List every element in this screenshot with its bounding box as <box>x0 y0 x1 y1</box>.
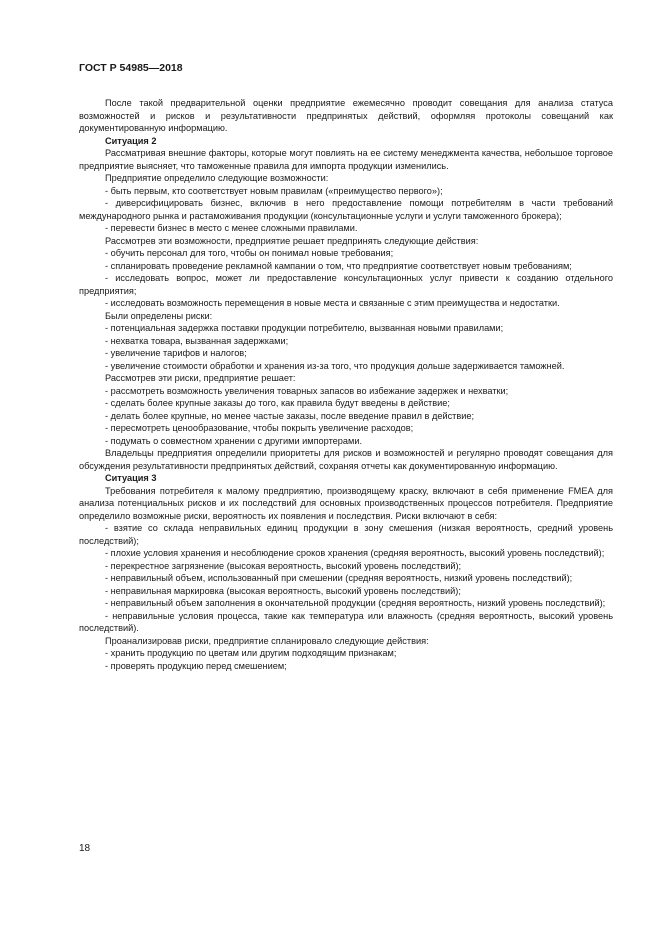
paragraph: Предприятие определило следующие возможности: <box>105 173 329 183</box>
list-item: - быть первым, кто соответствует новым правилам («преимущество первого»); <box>105 185 443 196</box>
paragraph: Проанализировав риски, предприятие спланировало следующие действия: <box>105 635 429 646</box>
section-heading: Ситуация 2 <box>105 135 157 146</box>
list-item: - перекрестное загрязнение (высокая вероятность, высокий уровень последствий); <box>105 560 462 571</box>
list-item: - диверсифицировать бизнес, включив в него предоставление помощи потребителям в части требований международного рынка и растаможивания продукции (консультационные услуги и услуги таможенного брокера); <box>79 198 613 221</box>
page-number: 18 <box>79 843 91 854</box>
paragraph: После такой предварительной оценки предприятие ежемесячно проводит совещания для анализа статуса возможностей и рисков и результативности предпринятых действий, оформляя протоколы совещаний как документированную информацию. <box>79 98 613 133</box>
paragraph: Требования потребителя к малому предприятию, производящему краску, включают в себя применение FMEA для анализа потенциальных рисков и их последствий для основных производственных процессов потребителя. Предприятие определило возможные риски, вероятность их появления и последствия. Риски включают в себя: <box>79 485 613 521</box>
list-item: - увеличение тарифов и налогов; <box>105 348 247 358</box>
list-item: - рассмотреть возможность увеличения товарных запасов во избежание задержек и нехватки; <box>105 385 509 396</box>
list-item: - проверять продукцию перед смешением; <box>105 660 287 671</box>
list-item: - спланировать проведение рекламной кампании о том, что предприятие соответствует новым требованиям; <box>105 260 572 271</box>
paragraph: Владельцы предприятия определили приоритеты для рисков и возможностей и регулярно проводят совещания для обсуждения результативности предпринятых действий, сохраняя отчеты как документированную информацию. <box>79 448 613 471</box>
list-item: - исследовать возможность перемещения в новые места и связанные с этим преимущества и недостатки. <box>105 298 560 308</box>
list-item: - хранить продукцию по цветам или другим подходящим признакам; <box>105 648 397 658</box>
list-item: - неправильная маркировка (высокая вероятность, высокий уровень последствий); <box>105 585 461 596</box>
document-header: ГОСТ Р 54985—2018 <box>79 62 183 74</box>
list-item: - неправильный объем заполнения в окончательной продукции (средняя вероятность, низкий уровень последствий); <box>105 598 606 608</box>
list-item: - увеличение стоимости обработки и хранения из-за того, что продукция дольше задерживается таможней. <box>105 360 565 371</box>
list-item: - подумать о совместном хранении с другими импортерами. <box>105 435 362 446</box>
paragraph: Рассматривая внешние факторы, которые могут повлиять на ее систему менеджмента качества, небольшое торговое предприятие выясняет, что таможенные правила для импорта продукции изменились. <box>79 148 613 171</box>
list-item: - неправильный объем, использованный при смешении (средняя вероятность, низкий уровень последствий); <box>105 573 573 583</box>
list-item: - взятие со склада неправильных единиц продукции в зону смешения (низкая вероятность, средний уровень последствий); <box>79 523 613 546</box>
list-item: - исследовать вопрос, может ли предоставление консультационных услуг привести к созданию отдельного предприятия; <box>79 273 613 296</box>
paragraph: Были определены риски: <box>105 310 213 321</box>
paragraph: Рассмотрев эти риски, предприятие решает: <box>105 373 296 383</box>
list-item: - нехватка товара, вызванная задержками; <box>105 335 289 346</box>
list-item: - плохие условия хранения и несоблюдение сроков хранения (средняя вероятность, высокий уровень последствий); <box>105 548 605 558</box>
list-item: - сделать более крупные заказы до того, как правила будут введены в действие; <box>105 398 450 408</box>
list-item: - делать более крупные, но менее частые заказы, после введение правил в действие; <box>105 410 475 421</box>
list-item: - перевести бизнес в место с менее сложными правилами. <box>105 223 358 233</box>
list-item: - пересмотреть ценообразование, чтобы покрыть увеличение расходов; <box>105 423 414 433</box>
paragraph: Рассмотрев эти возможности, предприятие решает предпринять следующие действия: <box>105 235 479 246</box>
list-item: - потенциальная задержка поставки продукции потребителю, вызванная новыми правилами; <box>105 323 504 333</box>
section-heading: Ситуация 3 <box>105 473 157 483</box>
document-body <box>79 97 613 672</box>
list-item: - обучить персонал для того, чтобы он понимал новые требования; <box>105 248 394 258</box>
list-item: - неправильные условия процесса, такие как температура или влажность (средняя вероятность, высокий уровень последствий). <box>79 610 613 633</box>
